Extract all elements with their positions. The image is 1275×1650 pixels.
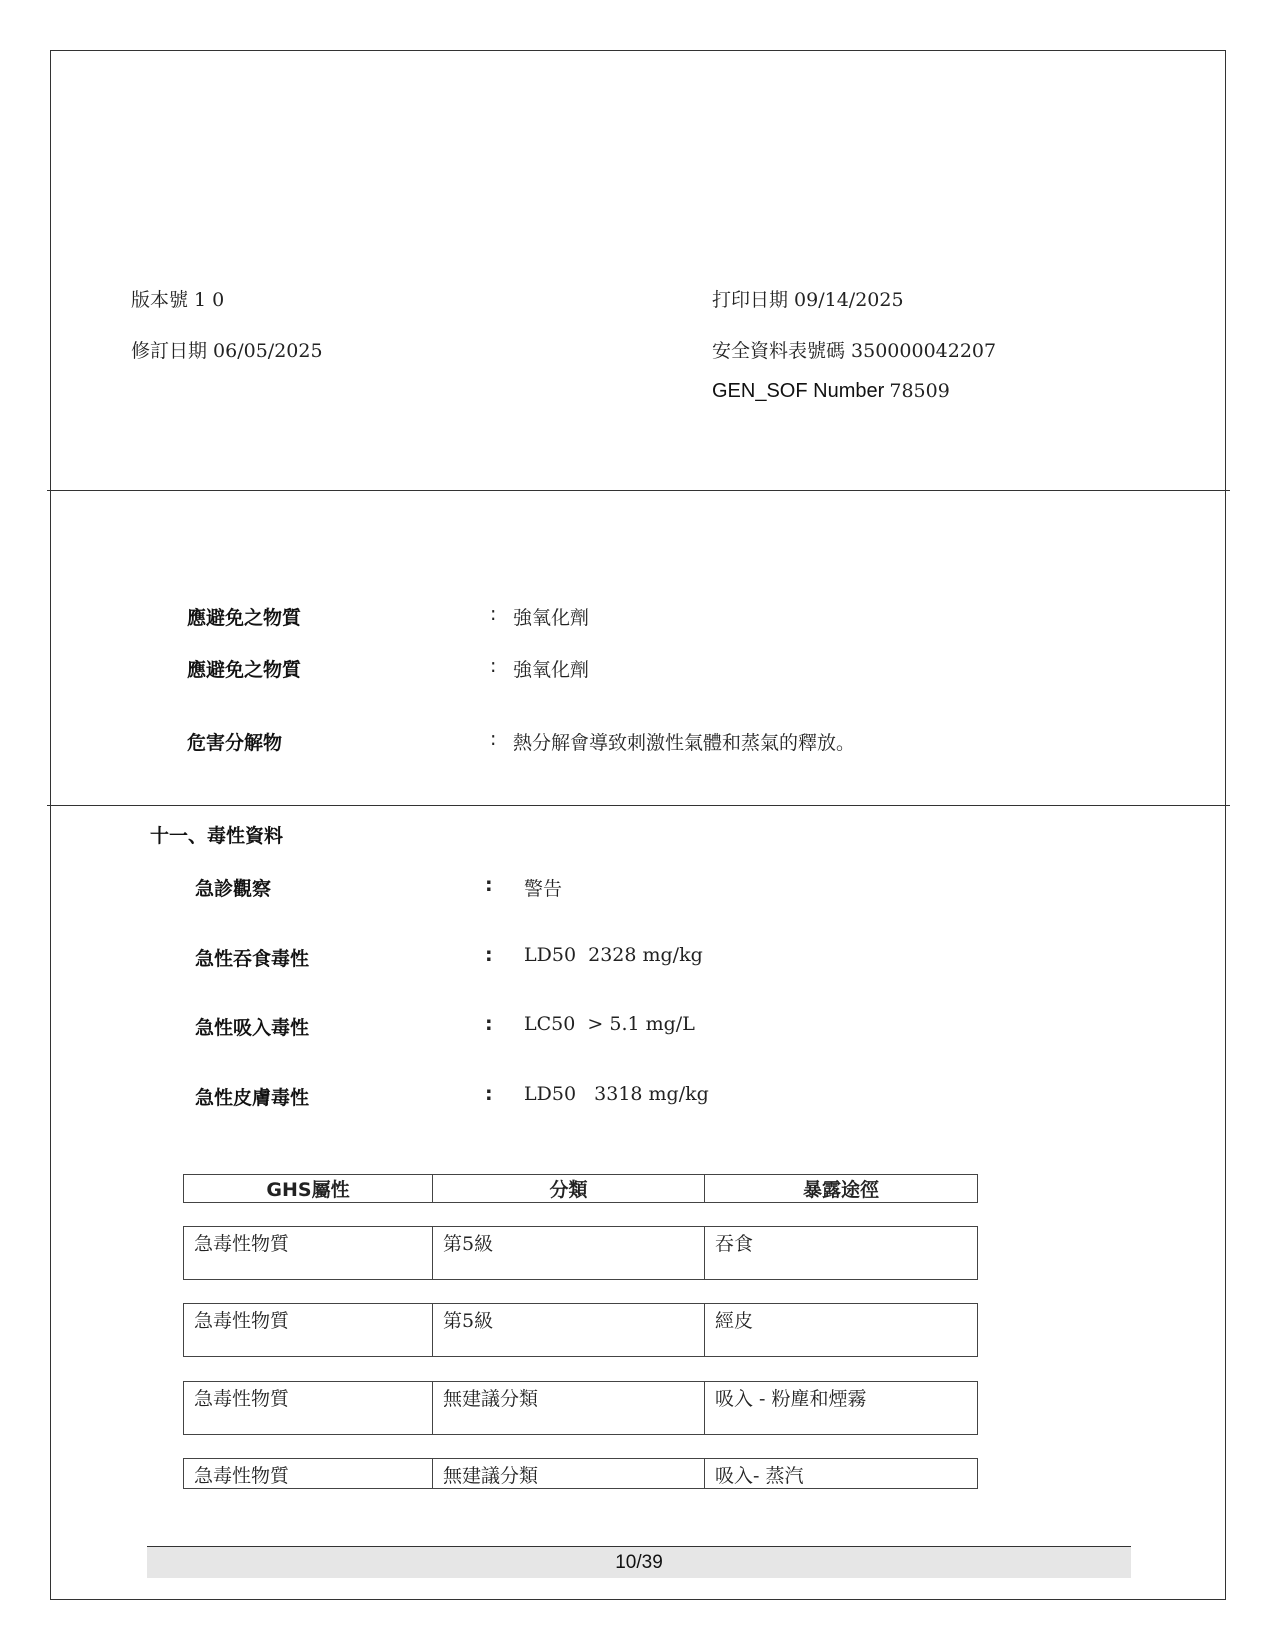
ghs-header-route: 暴露途徑 (705, 1175, 978, 1203)
ghs-table-header (183, 1174, 978, 1203)
tox-colon-3: : (485, 1013, 493, 1035)
stability-colon-3: : (490, 728, 497, 750)
ghs-cell-property: 急毒性物質 (184, 1382, 433, 1435)
header-divider (47, 490, 1230, 491)
ghs-cell-property: 急毒性物質 (184, 1227, 433, 1280)
tox-value-4: LD50 3318 mg/kg (524, 1083, 709, 1105)
tox-colon-2: : (485, 944, 493, 966)
table-row (183, 1458, 978, 1489)
tox-label-4: 急性皮膚毒性 (195, 1087, 310, 1109)
ghs-cell-route: 吸入 - 粉塵和煙霧 (705, 1382, 978, 1435)
version-number: 版本號 1 0 (131, 289, 225, 311)
print-date: 打印日期 09/14/2025 (712, 289, 904, 311)
tox-colon-1: : (485, 874, 493, 896)
sds-number: 安全資料表號碼 350000042207 (712, 340, 997, 362)
stability-colon-1: : (490, 603, 497, 625)
ghs-header-property: GHS屬性 (184, 1175, 433, 1203)
table-row (183, 1381, 978, 1435)
section-title: 十一、毒性資料 (150, 825, 284, 847)
stability-colon-2: : (490, 655, 497, 677)
ghs-header-category: 分類 (433, 1175, 705, 1203)
tox-label-1: 急診觀察 (195, 878, 272, 900)
ghs-cell-property: 急毒性物質 (184, 1304, 433, 1357)
tox-label-2: 急性吞食毒性 (195, 948, 310, 970)
stability-label-1: 應避免之物質 (187, 607, 302, 629)
ghs-cell-route: 吸入- 蒸汽 (705, 1459, 978, 1489)
ghs-cell-category: 第5級 (433, 1304, 705, 1357)
stability-value-2: 強氧化劑 (513, 659, 590, 681)
ghs-cell-property: 急毒性物質 (184, 1459, 433, 1489)
ghs-cell-category: 無建議分類 (433, 1382, 705, 1435)
revision-date: 修訂日期 06/05/2025 (131, 340, 323, 362)
gen-sof-label: GEN_SOF Number (712, 380, 885, 402)
tox-value-3: LC50 > 5.1 mg/L (524, 1013, 695, 1035)
stability-label-2: 應避免之物質 (187, 659, 302, 681)
stability-value-3: 熱分解會導致刺激性氣體和蒸氣的釋放。 (513, 732, 856, 754)
ghs-cell-route: 經皮 (705, 1304, 978, 1357)
table-row (183, 1226, 978, 1280)
section-divider (47, 805, 1230, 806)
tox-value-1: 警告 (524, 878, 563, 900)
gen-sof-number (712, 380, 950, 403)
ghs-cell-category: 無建議分類 (433, 1459, 705, 1489)
gen-sof-value: 78509 (889, 380, 950, 402)
stability-label-3: 危害分解物 (187, 732, 283, 754)
tox-value-2: LD50 2328 mg/kg (524, 944, 703, 966)
stability-value-1: 強氧化劑 (513, 607, 590, 629)
page-number: 10/39 (147, 1546, 1131, 1578)
ghs-cell-route: 吞食 (705, 1227, 978, 1280)
tox-colon-4: : (485, 1083, 493, 1105)
tox-label-3: 急性吸入毒性 (195, 1017, 310, 1039)
table-row (183, 1303, 978, 1357)
ghs-cell-category: 第5級 (433, 1227, 705, 1280)
